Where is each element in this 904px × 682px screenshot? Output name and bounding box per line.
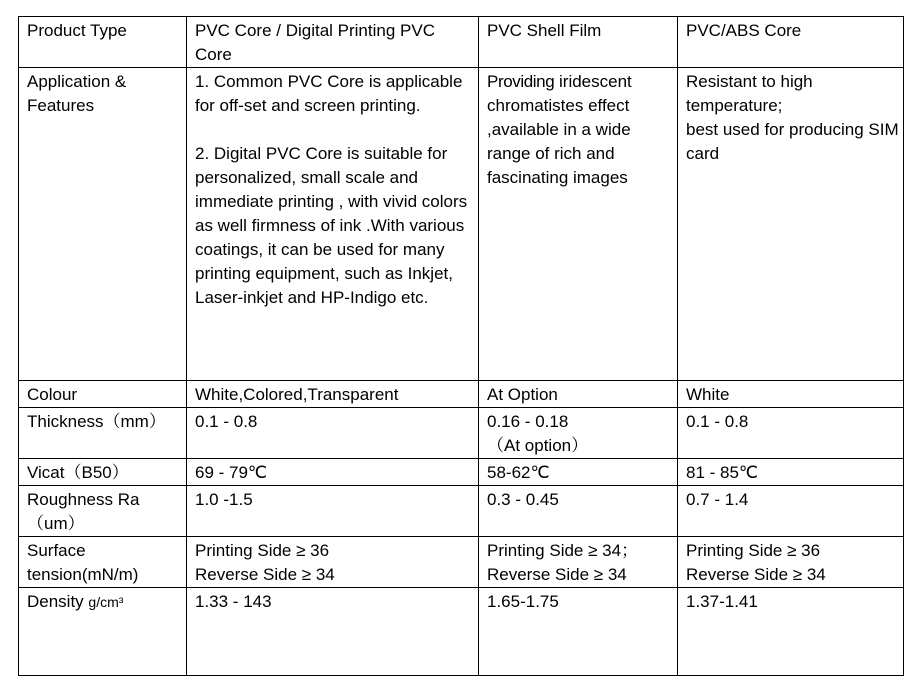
table-row-application bbox=[19, 68, 904, 381]
density-unit: g/cm³ bbox=[88, 594, 124, 610]
row-label: Surface tension(mN/m) bbox=[19, 537, 187, 588]
table-cell bbox=[187, 68, 479, 381]
table-cell: 1.33 - 143 bbox=[187, 588, 479, 676]
table-cell: White,Colored,Transparent bbox=[187, 381, 479, 408]
table-row-surface-tension bbox=[19, 537, 904, 588]
column-header-pvc-core: PVC Core / Digital Printing PVC Core bbox=[187, 17, 479, 68]
row-label: Colour bbox=[19, 381, 187, 408]
row-label: Roughness Ra （um） bbox=[19, 486, 187, 537]
table-row-vicat bbox=[19, 459, 904, 486]
table-cell: 58-62℃ bbox=[479, 459, 678, 486]
table-cell: 81 - 85℃ bbox=[678, 459, 904, 486]
table-cell: Printing Side ≥ 34； Reverse Side ≥ 34 bbox=[479, 537, 678, 588]
table-cell bbox=[479, 68, 678, 381]
row-label bbox=[19, 588, 187, 676]
table-cell: 0.16 - 0.18 （At option） bbox=[479, 408, 678, 459]
table-cell: Printing Side ≥ 36 Reverse Side ≥ 34 bbox=[678, 537, 904, 588]
row-label: Application & Features bbox=[19, 68, 187, 381]
table-row-roughness bbox=[19, 486, 904, 537]
table-cell: 1.65-1.75 bbox=[479, 588, 678, 676]
spacer bbox=[195, 118, 474, 142]
table-cell: White bbox=[678, 381, 904, 408]
table-cell: 0.1 - 0.8 bbox=[187, 408, 479, 459]
table-row-thickness bbox=[19, 408, 904, 459]
spec-table bbox=[18, 16, 904, 676]
row-label: Thickness（mm） bbox=[19, 408, 187, 459]
row-label: Vicat（B50） bbox=[19, 459, 187, 486]
paragraph: 2. Digital PVC Core is suitable for personalized, small scale and immediate printing , with vivid colors as well firmness of ink .With various coatings, it can be used for many printing equipment, such as Inkjet, Laser-inkjet and HP-Indigo etc. bbox=[195, 144, 468, 307]
table-row-colour bbox=[19, 381, 904, 408]
table-row-density bbox=[19, 588, 904, 676]
table-cell: At Option bbox=[479, 381, 678, 408]
table-cell: 1.37-1.41 bbox=[678, 588, 904, 676]
table-cell: 0.7 - 1.4 bbox=[678, 486, 904, 537]
table-row-product-type bbox=[19, 17, 904, 68]
cell-text-lead: Providing bbox=[487, 72, 555, 91]
row-label: Product Type bbox=[19, 17, 187, 68]
table-cell: 1.0 -1.5 bbox=[187, 486, 479, 537]
table-cell: 0.3 - 0.45 bbox=[479, 486, 678, 537]
table-cell: 69 - 79℃ bbox=[187, 459, 479, 486]
density-label: Density bbox=[27, 592, 84, 611]
column-header-pvc-shell-film: PVC Shell Film bbox=[479, 17, 678, 68]
cell-text: iridescent chromatistes effect ,available in a wide range of rich and fascinating images bbox=[487, 72, 632, 187]
table-cell: Resistant to high temperature; best used for producing SIM card bbox=[678, 68, 904, 381]
column-header-pvc-abs-core: PVC/ABS Core bbox=[678, 17, 904, 68]
table-cell: Printing Side ≥ 36 Reverse Side ≥ 34 bbox=[187, 537, 479, 588]
paragraph: 1. Common PVC Core is applicable for off-set and screen printing. bbox=[195, 72, 463, 115]
table-cell: 0.1 - 0.8 bbox=[678, 408, 904, 459]
